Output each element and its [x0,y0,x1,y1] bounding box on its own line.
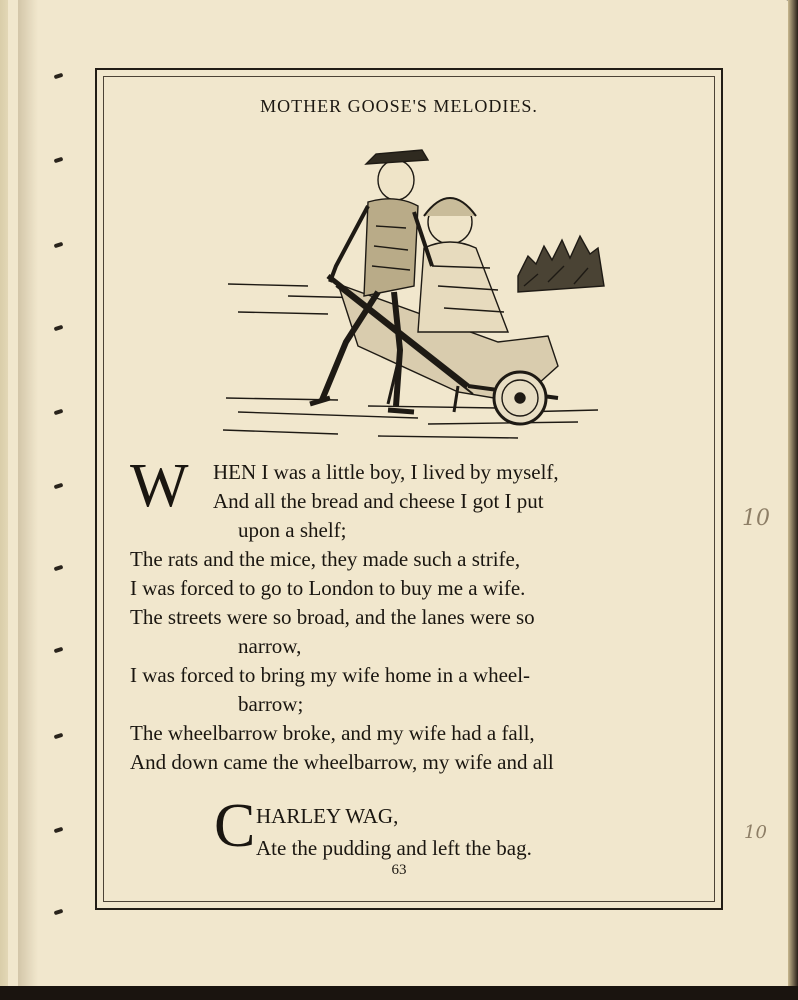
poem-line: HARLEY WAG, [256,804,399,828]
poem-line: upon a shelf; [238,518,347,542]
poem-when-i-was-a-little-boy [130,452,710,777]
drop-cap-w: W [130,452,189,520]
wheelbarrow-engraving [218,136,618,448]
running-head: MOTHER GOOSE'S MELODIES. [260,96,538,116]
page-number: 63 [391,862,407,878]
page-bottom-edge [0,986,798,1000]
poem-line: barrow; [238,692,304,716]
poem-line: The wheelbarrow broke, and my wife had a fall, [130,721,535,745]
poem-line: And down came the wheelbarrow, my wife and all [130,750,554,774]
poem-line: narrow, [238,634,302,658]
pencil-margin-note: 10 [742,506,770,531]
page-fore-edge [788,0,798,1000]
poem-charley-wag [256,800,686,864]
poem-line: I was forced to go to London to buy me a wife. [130,576,526,600]
gutter-shadow [18,0,38,1000]
poem-line: The streets were so broad, and the lanes were so [130,605,535,629]
pencil-margin-note: 10 [744,822,767,843]
drop-cap-c: C [214,792,256,860]
poem-line: Ate the pudding and left the bag. [256,836,532,860]
poem-line: And all the bread and cheese I got I put [213,489,544,513]
poem-line: I was forced to bring my wife home in a wheel- [130,663,531,687]
poem-line: The rats and the mice, they made such a strife, [130,547,521,571]
poem-line: HEN I was a little boy, I lived by myself, [213,460,559,484]
